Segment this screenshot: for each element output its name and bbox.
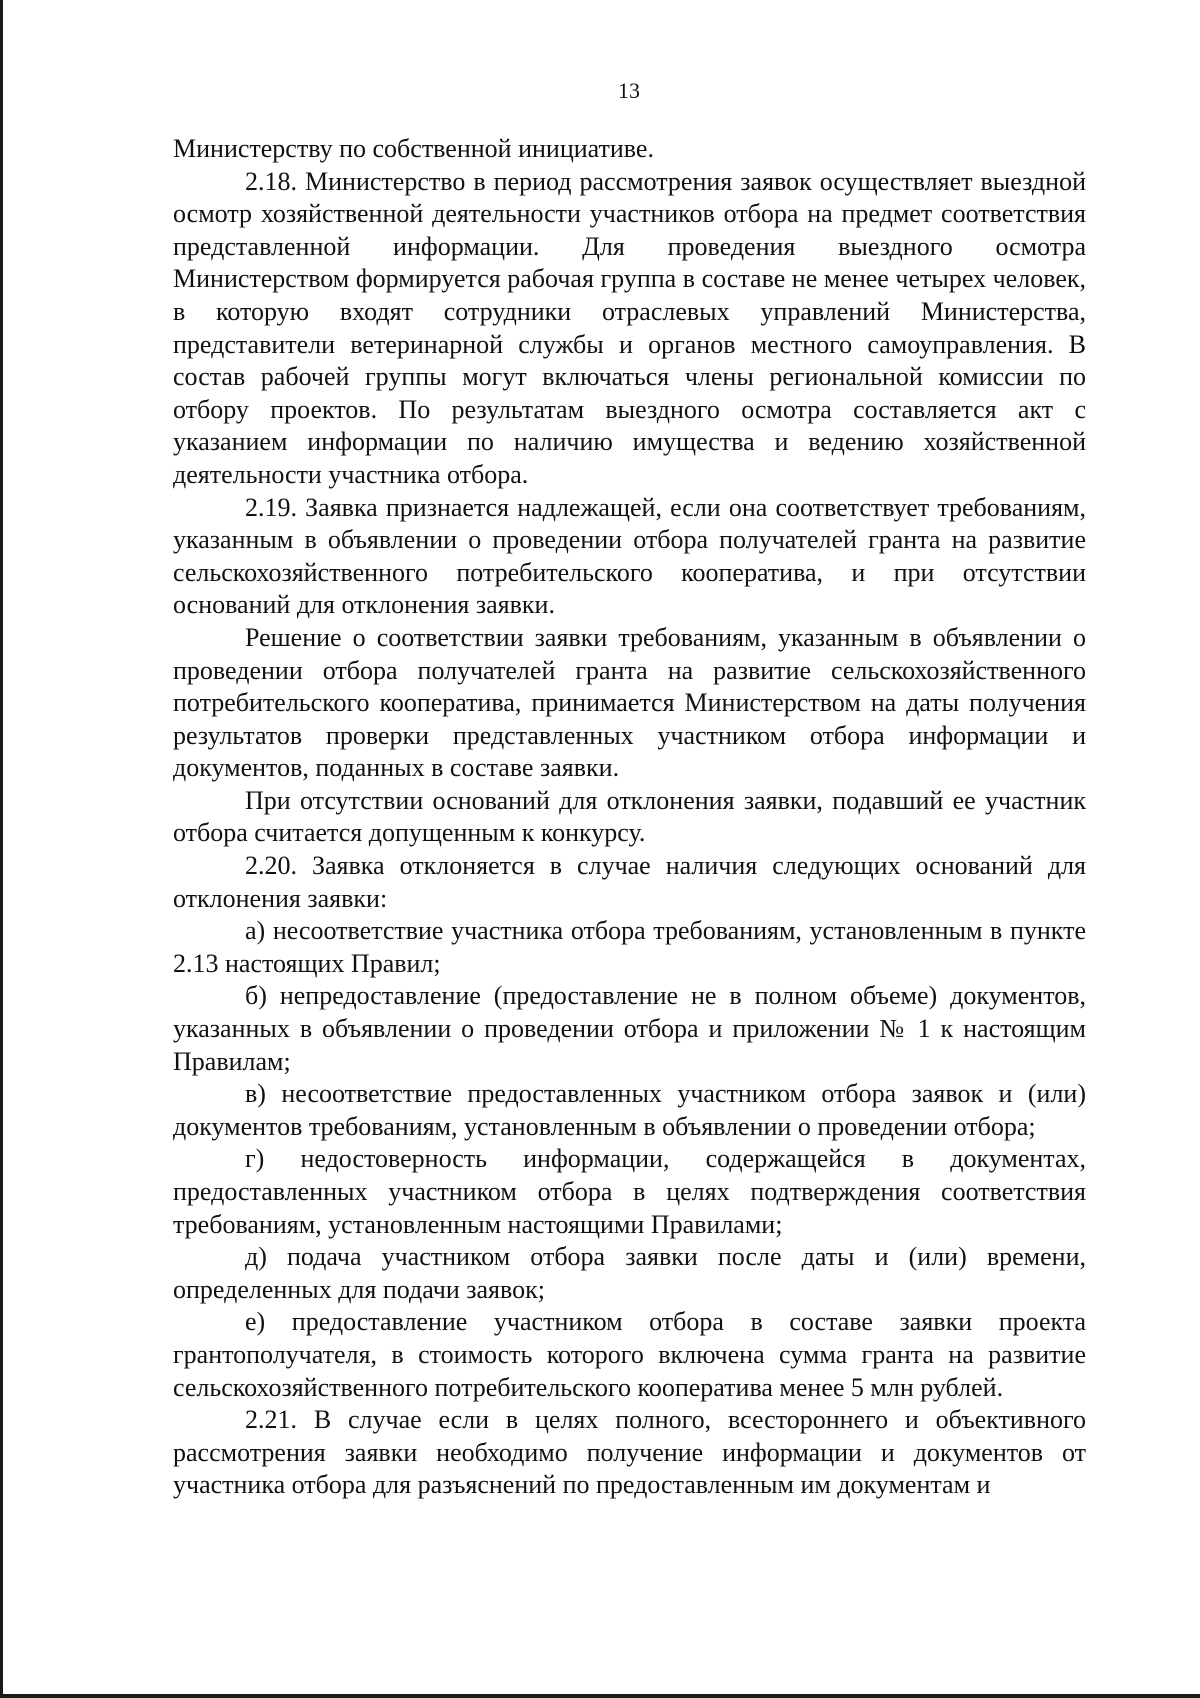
document-paragraph: а) несоответствие участника отбора требованиям, установленным в пункте 2.13 настоящих Правил; <box>173 916 1086 978</box>
document-paragraph: е) предоставление участником отбора в составе заявки проекта грантополучателя, в стоимость которого включена сумма гранта на развитие сельскохозяйственного потребительского кооператива менее 5 млн рублей. <box>173 1307 1086 1402</box>
document-paragraph: Решение о соответствии заявки требованиям, указанным в объявлении о проведении отбора получателей гранта на развитие сельскохозяйственного потребительского кооператива, принимается Министерством на даты получения результатов проверки представленных участником отбора информации и документов, поданных в составе заявки. <box>173 622 1086 783</box>
document-body <box>173 133 1086 1502</box>
scan-border-bottom <box>0 1694 1200 1698</box>
document-paragraph: б) непредоставление (предоставление не в полном объеме) документов, указанных в объявлении о проведении отбора и приложении № 1 к настоящим Правилам; <box>173 981 1086 1076</box>
scan-border-left <box>0 0 3 1698</box>
page-number: 13 <box>618 78 640 103</box>
document-paragraph: г) недостоверность информации, содержащейся в документах, предоставленных участником отбора в целях подтверждения соответствия требованиям, установленным настоящими Правилами; <box>173 1144 1086 1239</box>
document-paragraph: 2.19. Заявка признается надлежащей, если она соответствует требованиям, указанным в объявлении о проведении отбора получателей гранта на развитие сельскохозяйственного потребительского кооператива, и при отсутствии оснований для отклонения заявки. <box>173 492 1086 620</box>
document-paragraph: 2.20. Заявка отклоняется в случае наличия следующих оснований для отклонения заявки: <box>173 851 1086 913</box>
document-paragraph: При отсутствии оснований для отклонения заявки, подавший ее участник отбора считается допущенным к конкурсу. <box>173 785 1086 848</box>
document-paragraph: Министерству по собственной инициативе. <box>173 134 654 163</box>
document-paragraph: д) подача участником отбора заявки после даты и (или) времени, определенных для подачи заявок; <box>173 1242 1086 1304</box>
document-paragraph: 2.21. В случае если в целях полного, всестороннего и объективного рассмотрения заявки необходимо получение информации и документов от участника отбора для разъяснений по предоставленным им документам и <box>173 1405 1086 1500</box>
document-paragraph: 2.18. Министерство в период рассмотрения заявок осуществляет выездной осмотр хозяйственной деятельности участников отбора на предмет соответствия представленной информации. Для проведения выездного осмотра Министерством формируется рабочая группа в составе не менее четырех человек, в которую входят сотрудники отраслевых управлений Министерства, представители ветеринарной службы и органов местного самоуправления. В состав рабочей группы могут включаться члены региональной комиссии по отбору проектов. По результатам выездного осмотра составляется акт с указанием информации по наличию имущества и ведению хозяйственной деятельности участника отбора. <box>173 166 1086 489</box>
document-paragraph: в) несоответствие предоставленных участником отбора заявок и (или) документов требованиям, установленным в объявлении о проведении отбора; <box>173 1079 1086 1141</box>
